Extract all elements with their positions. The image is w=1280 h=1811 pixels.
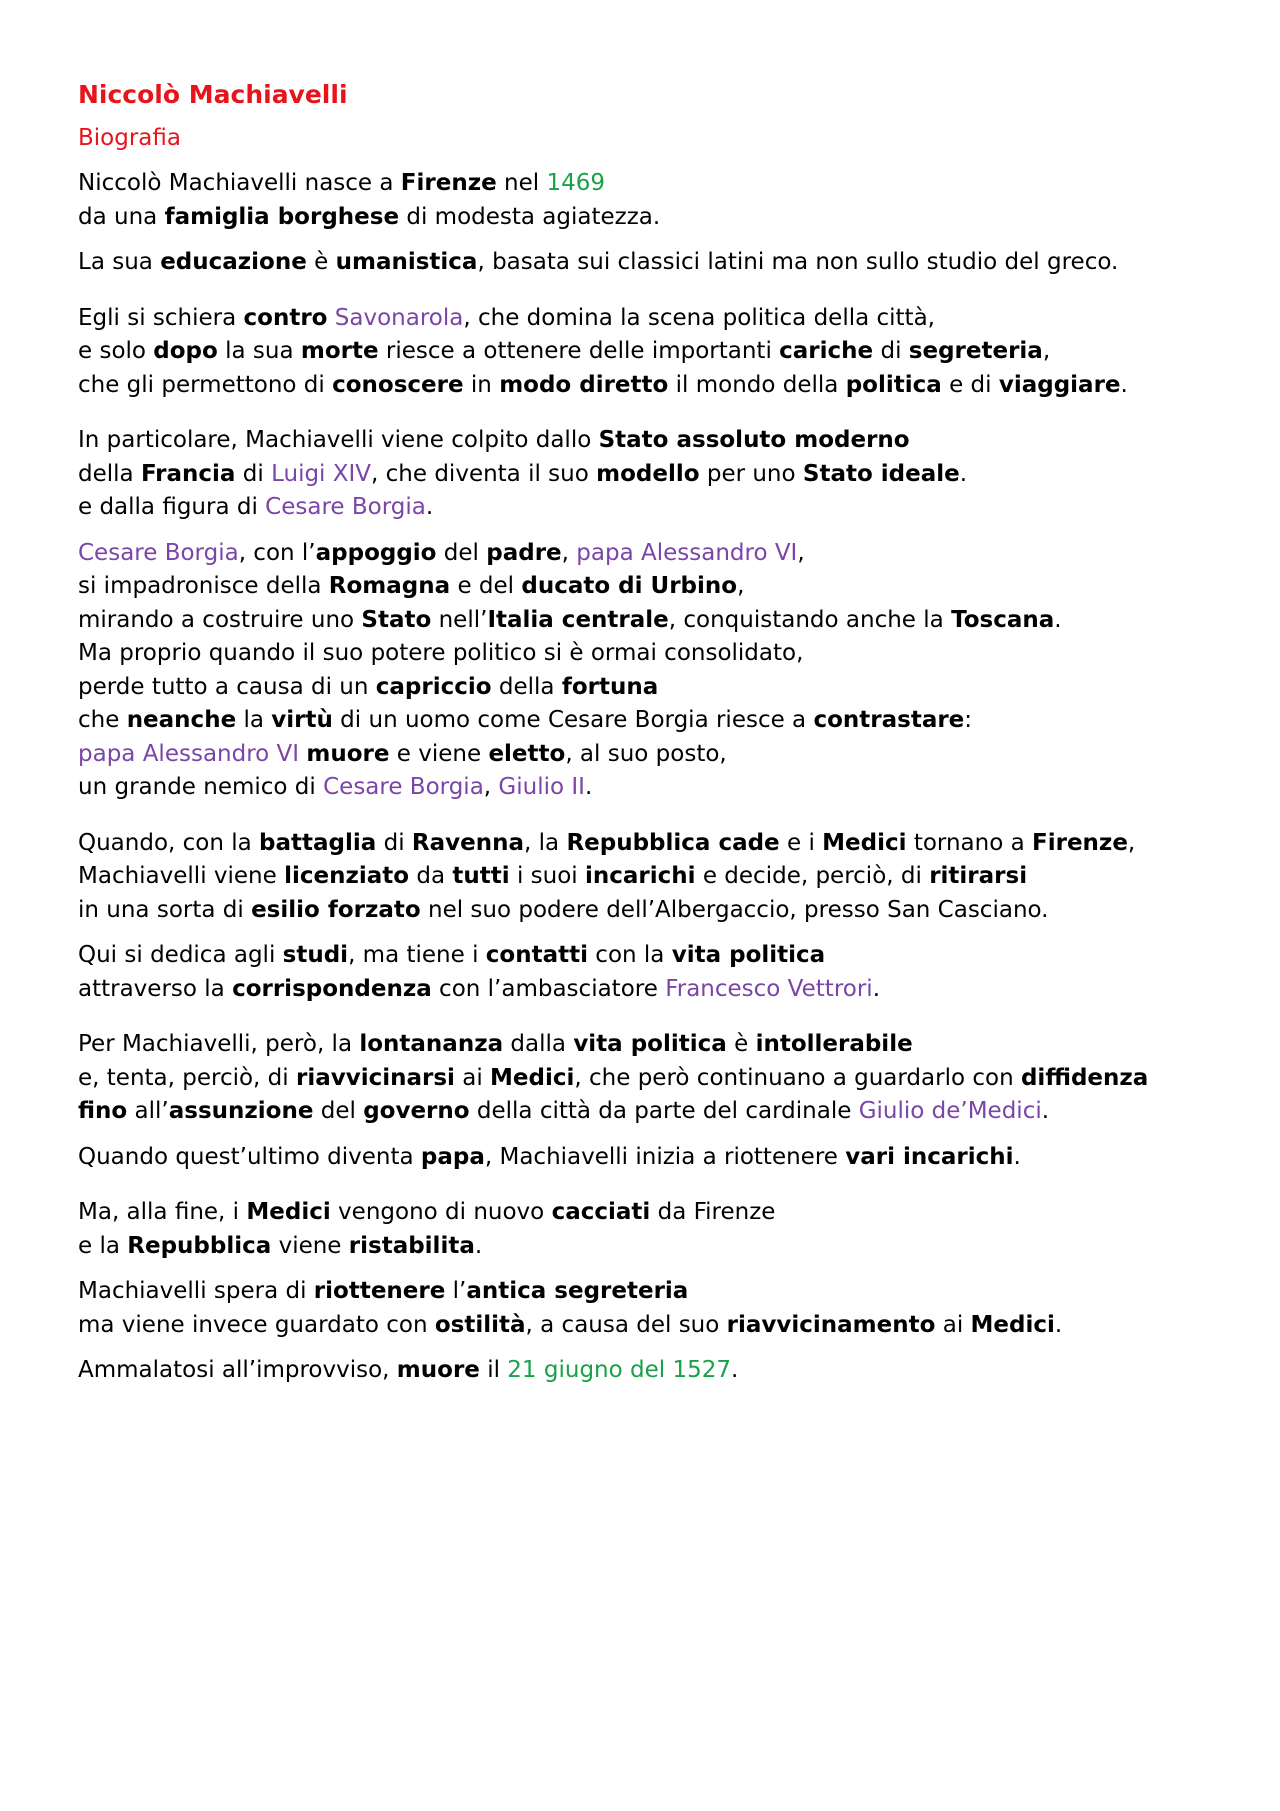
person-name: Savonarola [334, 304, 464, 331]
text-line [78, 738, 1240, 772]
bold-term: vari incarichi [845, 1143, 1014, 1170]
text-line [78, 1309, 1240, 1343]
text-run: . [1041, 1098, 1050, 1124]
text-line [78, 637, 1240, 671]
bold-term: Stato ideale [802, 460, 960, 487]
text-run: e i [779, 829, 823, 856]
text-run: del [313, 1098, 364, 1124]
text-run: e solo [78, 338, 154, 364]
text-run: ai [454, 1064, 491, 1091]
text-run: perde tutto a causa di un [78, 673, 376, 700]
bold-term: Medici [490, 1064, 575, 1091]
bold-term: Italia centrale [487, 606, 669, 633]
text-run: . [1054, 1311, 1063, 1338]
text-line [78, 1354, 1240, 1388]
text-run: , [561, 539, 577, 566]
text-run: . [731, 1357, 739, 1383]
text-run: , a causa del suo [525, 1311, 727, 1338]
text-run: Ma proprio quando il suo potere politico si è ormai consolidato, [78, 640, 804, 666]
text-run: i suoi [509, 863, 585, 889]
text-line [78, 424, 1240, 458]
text-line [78, 604, 1240, 638]
text-line [78, 369, 1240, 403]
paragraph [78, 302, 1240, 403]
paragraph [78, 1275, 1240, 1342]
paragraph [78, 1028, 1240, 1129]
text-run: della [491, 673, 562, 700]
bold-term: segreteria [908, 338, 1043, 364]
text-run: . [474, 1232, 483, 1259]
text-run: attraverso la [78, 975, 233, 1002]
text-run: di modesta agiatezza. [399, 203, 661, 230]
bold-term: esilio forzato [251, 896, 421, 923]
text-run: nell’ [431, 606, 488, 633]
text-run: La sua [78, 249, 161, 275]
text-run: . [872, 975, 880, 1002]
text-run: da [409, 863, 453, 889]
text-run: Machiavelli viene [78, 863, 285, 889]
text-line [78, 894, 1240, 928]
bold-term: Toscana [951, 606, 1055, 633]
text-line [78, 570, 1240, 604]
text-run: . [1120, 371, 1128, 398]
text-run: . [959, 460, 968, 487]
person-name: Cesare Borgia [265, 494, 426, 520]
text-run: e viene [389, 740, 489, 767]
page-title: Niccolò Machiavelli [78, 80, 348, 109]
text-run: da una [78, 203, 165, 230]
text-run: Qui si dedica agli [78, 942, 283, 968]
text-run: dalla [503, 1031, 574, 1057]
text-run: del [436, 539, 487, 566]
text-run: con la [588, 942, 672, 968]
date-text: 1469 [546, 170, 605, 196]
text-run: il [479, 1357, 508, 1383]
bold-term: riottenere [313, 1278, 446, 1304]
text-line [78, 1062, 1240, 1096]
bold-term: fino [78, 1098, 128, 1124]
bold-term: cacciati [551, 1199, 651, 1225]
text-run: e decide, perciò, di [695, 863, 930, 889]
bold-term: papa [420, 1143, 485, 1170]
bold-term: intollerabile [755, 1031, 913, 1057]
text-run: è [306, 249, 336, 275]
person-name: Giulio de’Medici [858, 1098, 1042, 1124]
bold-term: educazione [160, 249, 307, 275]
text-line [78, 671, 1240, 705]
paragraph [78, 939, 1240, 1006]
text-line [78, 491, 1240, 525]
text-run: e del [450, 573, 522, 599]
bold-term: Romagna [328, 573, 451, 599]
text-run: nel [496, 170, 547, 196]
bold-term: neanche [126, 707, 237, 733]
bold-term: muore [306, 740, 390, 767]
text-run: e, tenta, perciò, di [78, 1064, 296, 1091]
text-line [78, 973, 1240, 1007]
bold-term: fortuna [561, 673, 659, 700]
bold-term: virtù [271, 707, 333, 733]
text-run: e dalla figura di [78, 494, 266, 520]
text-run: . [1054, 606, 1062, 633]
text-run: , con l’ [238, 539, 316, 566]
text-run: e di [941, 371, 999, 398]
text-line [78, 335, 1240, 369]
text-run: da Firenze [650, 1199, 776, 1225]
text-run: . [425, 494, 434, 520]
bold-term: governo [363, 1098, 470, 1124]
bold-term: vita politica [671, 942, 826, 968]
bold-term: ristabilita [348, 1232, 475, 1259]
text-run: : [964, 707, 973, 733]
text-run: con l’ambasciatore [431, 975, 666, 1002]
text-line [78, 246, 1240, 280]
text-run: vengono di nuovo [330, 1199, 552, 1225]
paragraph [78, 246, 1240, 280]
paragraph [78, 167, 1240, 234]
bold-term: Firenze [400, 170, 497, 196]
text-run: nel suo podere dell’Albergaccio, presso San Casciano. [420, 896, 1049, 923]
bold-term: vita politica [573, 1031, 727, 1057]
date-text: 21 giugno del 1527 [507, 1357, 731, 1383]
bold-term: studi [282, 942, 349, 968]
text-run: Quando quest’ultimo diventa [78, 1143, 421, 1170]
text-run: in una sorta di [78, 896, 252, 923]
paragraph [78, 827, 1240, 928]
text-line [78, 458, 1240, 492]
text-run: che gli permettono di [78, 371, 333, 398]
text-line [78, 827, 1240, 861]
bold-term: Stato assoluto moderno [598, 427, 910, 453]
text-line [78, 167, 1240, 201]
text-run: Egli si schiera [78, 304, 244, 331]
biography-text [78, 167, 1240, 1388]
text-run: si impadronisce della [78, 573, 329, 599]
paragraph [78, 1196, 1240, 1263]
text-run: , [1042, 338, 1051, 364]
text-run: Quando, con la [78, 829, 260, 856]
text-run: , [483, 774, 499, 800]
text-run: di [376, 829, 412, 856]
text-run: ma viene invece guardato con [78, 1311, 435, 1338]
person-name: Francesco Vettrori [665, 975, 873, 1002]
text-line [78, 1028, 1240, 1062]
text-run: di [873, 338, 909, 364]
bold-term: Repubblica [127, 1232, 272, 1259]
text-line [78, 939, 1240, 973]
text-run: . [584, 774, 593, 800]
text-line [78, 1230, 1240, 1264]
text-run: Per Machiavelli, però, la [78, 1031, 360, 1057]
text-line [78, 537, 1240, 571]
text-run: mirando a costruire uno [78, 606, 362, 633]
text-run: , [737, 573, 745, 599]
text-run: all’ [127, 1098, 169, 1124]
bold-term: lontananza [359, 1031, 504, 1057]
text-run: della [78, 460, 141, 487]
text-run: , [1127, 829, 1136, 856]
text-run: , ma tiene i [348, 942, 486, 968]
bold-term: contrastare [813, 707, 965, 733]
bold-term: eletto [488, 740, 566, 767]
section-heading-biografia: Biografia [78, 125, 181, 151]
text-run: viene [271, 1232, 349, 1259]
person-name: Luigi XIV [271, 460, 372, 487]
text-run: , la [524, 829, 567, 856]
text-run: in [463, 371, 500, 398]
bold-term: Repubblica cade [566, 829, 780, 856]
text-run: la [236, 707, 272, 733]
bold-term: appoggio [315, 539, 437, 566]
bold-term: licenziato [284, 863, 410, 889]
text-run: , conquistando anche la [668, 606, 952, 633]
text-run: è [726, 1031, 756, 1057]
text-run: della città da parte del cardinale [469, 1098, 859, 1124]
bold-term: corrispondenza [232, 975, 432, 1002]
text-run: , al suo posto, [565, 740, 727, 767]
text-run: , basata sui classici latini ma non sullo studio del greco. [477, 249, 1119, 275]
bold-term: conoscere [332, 371, 464, 398]
text-run: tornano a [906, 829, 1033, 856]
bold-term: antica segreteria [466, 1278, 689, 1304]
text-run: Machiavelli spera di [78, 1278, 314, 1304]
text-line [78, 201, 1240, 235]
text-run: il mondo della [668, 371, 846, 398]
text-run: , che diventa il suo [371, 460, 597, 487]
text-line [78, 1141, 1240, 1175]
bold-term: tutti [452, 863, 510, 889]
person-name: Cesare Borgia [323, 774, 484, 800]
paragraph [78, 424, 1240, 525]
bold-term: viaggiare [998, 371, 1121, 398]
paragraph [78, 537, 1240, 805]
bold-term: Medici [246, 1199, 331, 1225]
person-name: Cesare Borgia [78, 539, 239, 566]
bold-term: battaglia [259, 829, 377, 856]
text-run [327, 305, 334, 331]
text-line [78, 704, 1240, 738]
text-run: Niccolò Machiavelli nasce a [78, 170, 401, 196]
text-run: Ammalatosi all’improvviso, [78, 1357, 397, 1383]
bold-term: incarichi [585, 863, 696, 889]
text-line [78, 1275, 1240, 1309]
text-run: , che domina la scena politica della città, [463, 304, 935, 331]
bold-term: riavvicinamento [726, 1311, 936, 1338]
text-run: un grande nemico di [78, 774, 324, 800]
person-name: papa Alessandro VI [576, 539, 798, 566]
paragraph [78, 1141, 1240, 1175]
text-run: Ma, alla fine, i [78, 1199, 247, 1225]
bold-term: contatti [485, 942, 588, 968]
bold-term: riavvicinarsi [295, 1064, 455, 1091]
text-run: , Machiavelli inizia a riottenere [484, 1143, 846, 1170]
text-run: In particolare, Machiavelli viene colpito dallo [78, 427, 599, 453]
person-name: papa Alessandro VI [78, 740, 300, 767]
bold-term: politica [845, 371, 942, 398]
bold-term: contro [243, 304, 328, 331]
text-run: , che però continuano a guardarlo con [574, 1064, 1021, 1091]
text-line [78, 1095, 1240, 1129]
text-run: di un uomo come Cesare Borgia riesce a [332, 707, 814, 733]
bold-term: Francia [140, 460, 236, 487]
bold-term: ducato di Urbino [521, 573, 738, 599]
text-run: , [797, 539, 805, 566]
paragraph [78, 1354, 1240, 1388]
bold-term: diffidenza [1020, 1064, 1149, 1091]
bold-term: assunzione [168, 1098, 314, 1124]
bold-term: ritirarsi [929, 863, 1028, 889]
bold-term: ostilità [434, 1311, 526, 1338]
bold-term: Medici [822, 829, 907, 856]
bold-term: Firenze [1032, 829, 1128, 856]
bold-term: Ravenna [411, 829, 525, 856]
text-run: ai [935, 1311, 971, 1338]
text-run: l’ [445, 1278, 467, 1304]
text-line [78, 771, 1240, 805]
bold-term: modo diretto [499, 371, 669, 398]
bold-term: Medici [970, 1311, 1055, 1338]
bold-term: Stato [361, 606, 432, 633]
text-run: per uno [699, 460, 803, 487]
text-run: di [235, 460, 272, 487]
bold-term: modello [596, 460, 700, 487]
text-line [78, 302, 1240, 336]
bold-term: cariche [779, 338, 874, 364]
bold-term: padre [486, 539, 562, 566]
bold-term: morte [300, 338, 379, 364]
text-run: che [78, 707, 127, 733]
bold-term: famiglia borghese [164, 203, 400, 230]
text-run: la sua [217, 338, 301, 364]
text-line [78, 860, 1240, 894]
text-run: e la [78, 1232, 128, 1259]
bold-term: umanistica [335, 249, 478, 275]
text-line [78, 1196, 1240, 1230]
text-run: riesce a ottenere delle importanti [378, 338, 780, 364]
person-name: Giulio II [498, 774, 585, 800]
bold-term: capriccio [375, 673, 492, 700]
bold-term: dopo [153, 338, 218, 364]
text-run: . [1013, 1143, 1021, 1170]
bold-term: muore [396, 1357, 480, 1383]
